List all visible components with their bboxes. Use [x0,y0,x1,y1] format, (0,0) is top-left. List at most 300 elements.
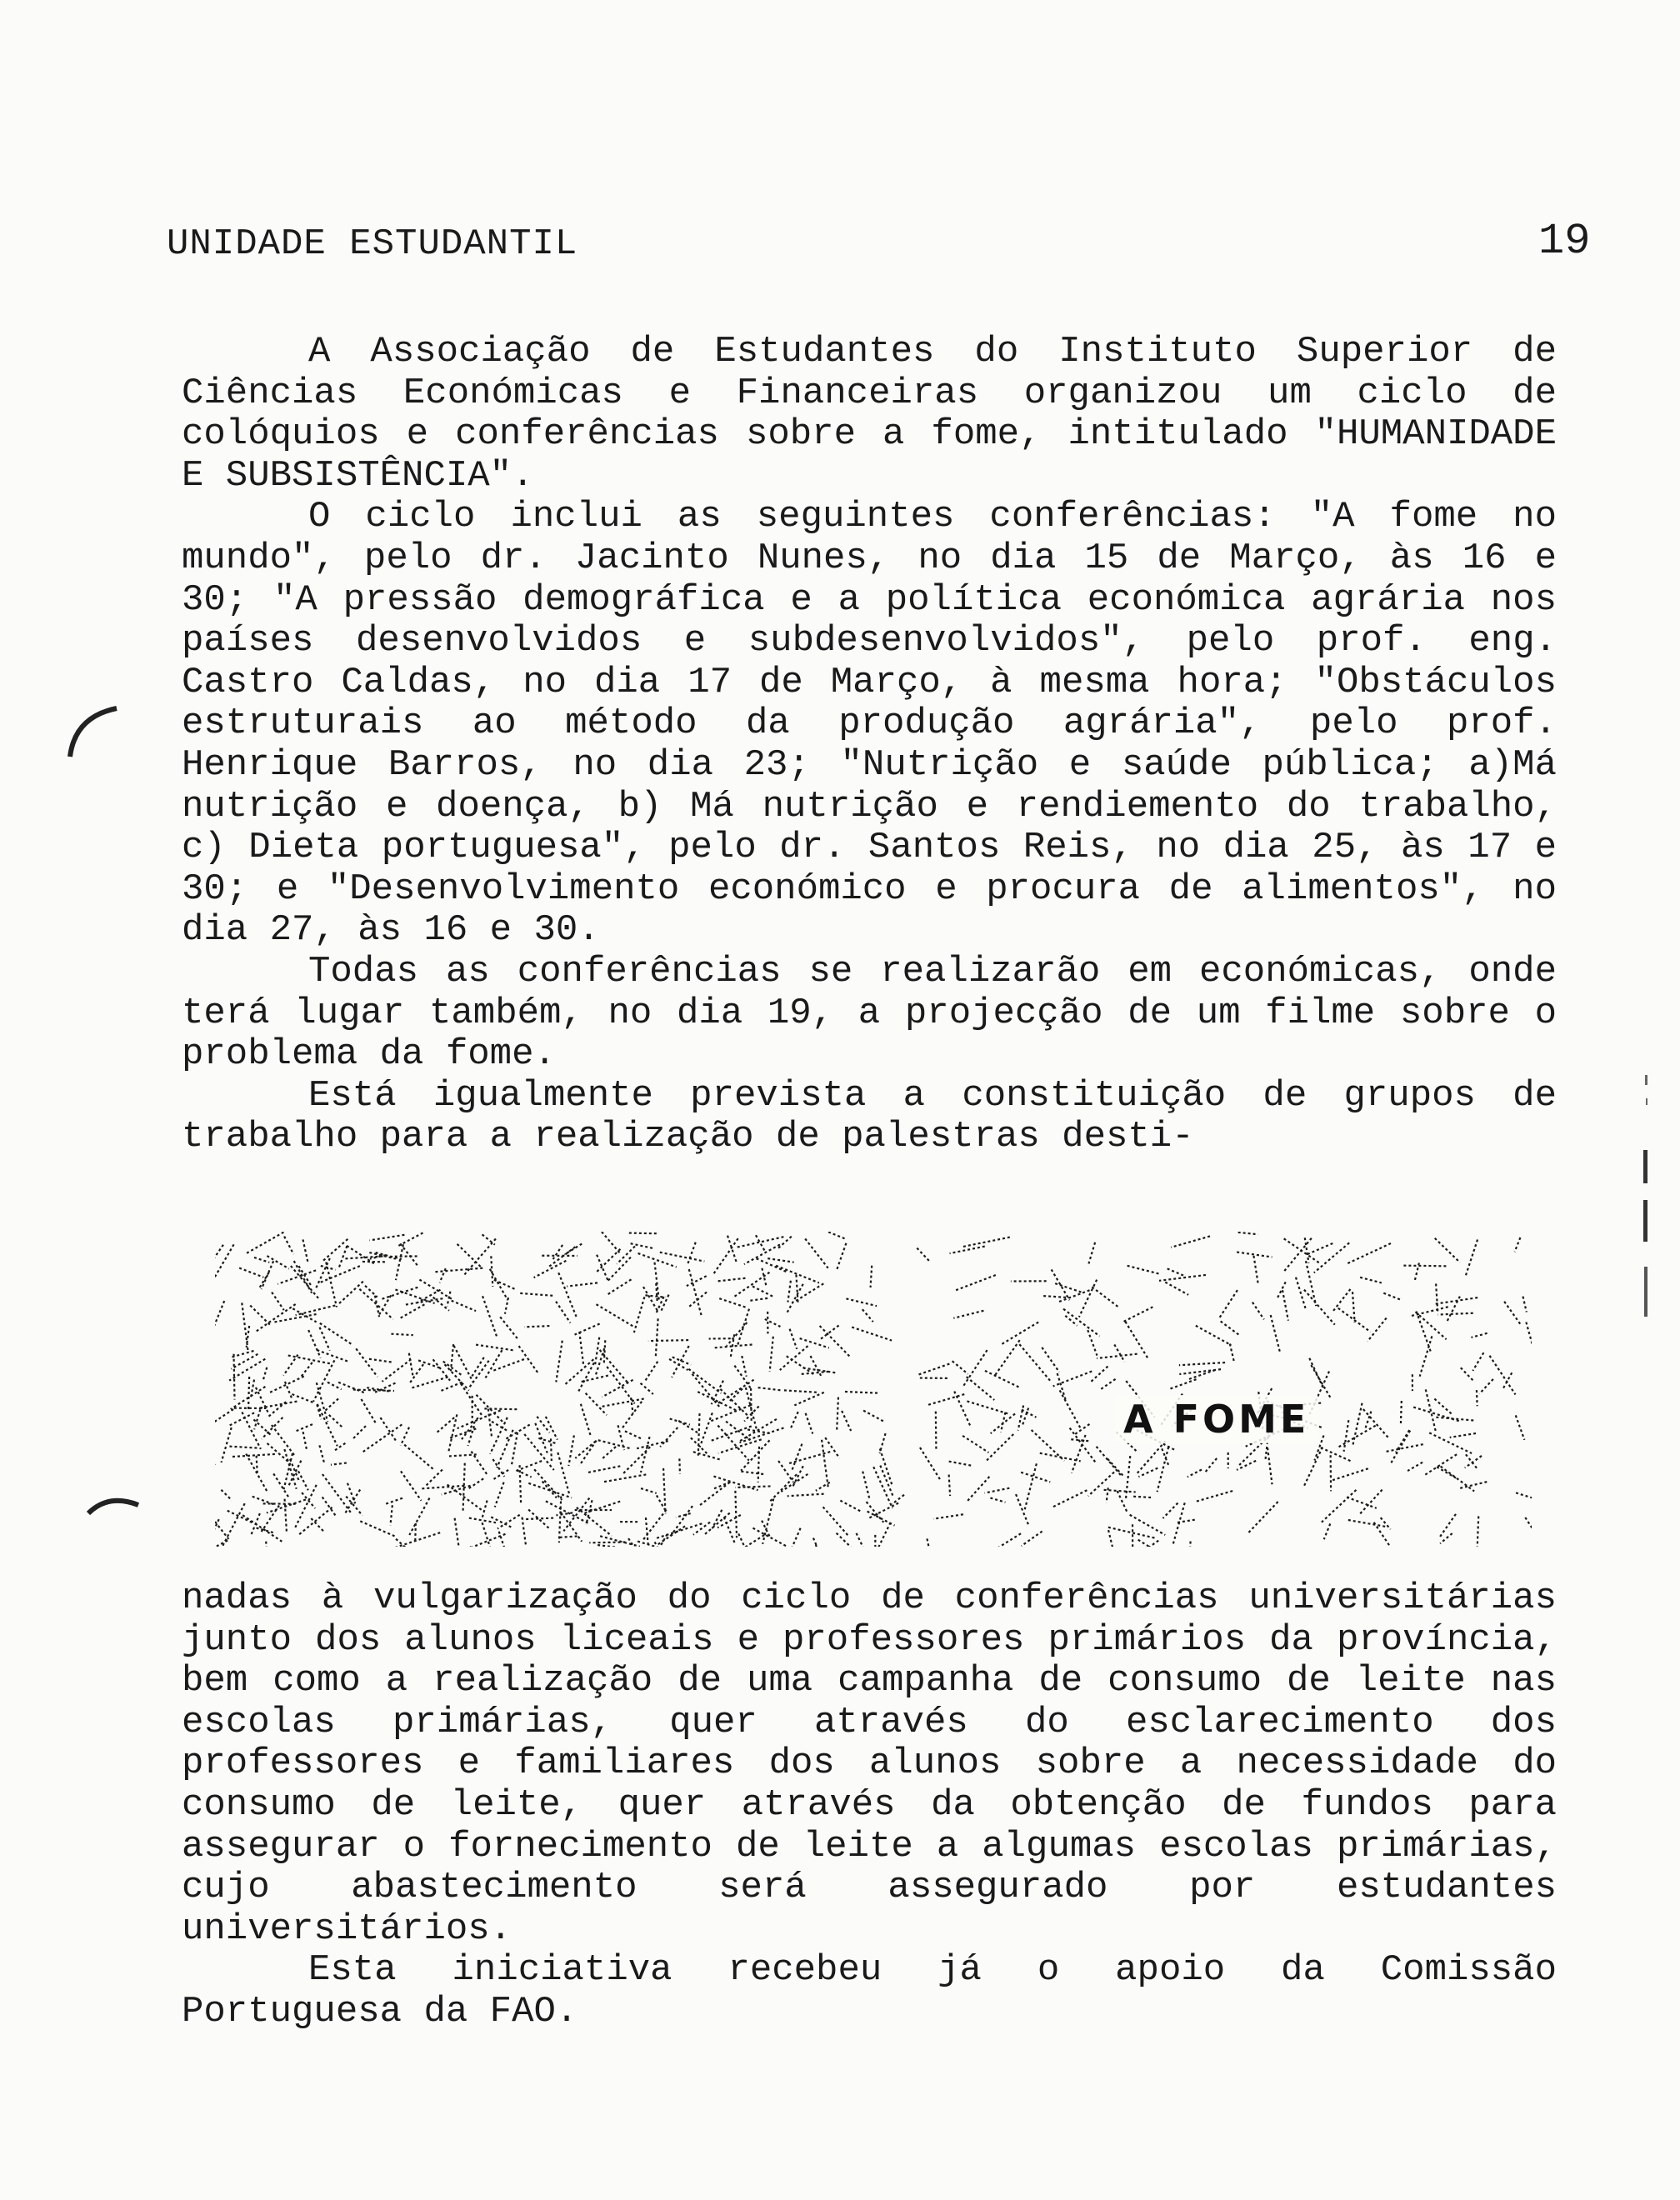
hatch-stroke [784,1390,818,1392]
hatch-stroke [1019,1344,1050,1381]
hatch-stroke [728,1236,737,1263]
hatch-stroke [317,1404,321,1419]
hatch-stroke [512,1432,518,1465]
hatch-stroke [800,1338,829,1348]
hatch-stroke [689,1269,702,1316]
hatch-stroke [990,1498,1005,1502]
hatch-stroke [409,1498,429,1535]
hatch-stroke [846,1298,877,1306]
hatch-stroke [985,1371,1021,1388]
hatch-stroke [1221,1322,1240,1336]
hatch-stroke [788,1494,824,1497]
hatch-stroke [420,1486,465,1489]
hatch-stroke [581,1404,591,1438]
hatch-stroke [222,1428,232,1462]
hatch-stroke [1504,1302,1520,1324]
hatch-stroke [737,1237,784,1248]
hatch-stroke [828,1232,845,1238]
hatch-stroke [823,1507,849,1536]
hatch-stroke [1136,1441,1165,1474]
hatch-stroke [567,1282,598,1286]
margin-scan-mark [1640,1075,1657,1325]
hatch-stroke [727,1322,747,1346]
hatch-stroke [542,1482,557,1498]
hatch-stroke [1434,1298,1478,1304]
hatch-stroke [596,1304,634,1327]
hatch-stroke [1348,1243,1391,1263]
hatch-stroke [556,1302,570,1323]
hatch-stroke [268,1402,286,1417]
hatch-stroke [468,1426,475,1446]
hatch-stroke [524,1434,554,1470]
hatch-stroke [873,1467,892,1508]
hatch-stroke [232,1454,275,1457]
hatch-stroke [575,1441,596,1458]
hatch-stroke [641,1488,657,1493]
hatch-stroke [1071,1439,1091,1441]
paragraph: Esta iniciativa recebeu já o apoio da Comissão Portuguesa da FAO. [182,1949,1579,2032]
hatch-stroke [273,1314,317,1322]
hatch-stroke [1306,1243,1333,1255]
hatch-stroke [564,1244,582,1255]
figure-title: A FOME [1115,1395,1318,1443]
hatch-stroke [486,1350,502,1378]
hatch-stroke [1170,1379,1196,1388]
hatch-stroke [537,1417,549,1432]
hatch-stroke [1206,1458,1217,1472]
hatch-stroke [399,1304,424,1318]
hatch-stroke [300,1362,312,1378]
hatch-stroke [862,1309,873,1322]
hatch-stroke [299,1508,332,1535]
hatch-stroke [586,1500,592,1524]
hatch-stroke [724,1518,735,1542]
hunger-illustration [215,1232,1532,1547]
hatch-stroke [266,1542,268,1547]
hatch-stroke [231,1354,258,1369]
hatch-stroke [995,1340,1020,1376]
hatch-stroke [495,1482,504,1508]
hatch-stroke [679,1458,680,1474]
hatch-stroke [365,1286,378,1298]
hatch-stroke [603,1474,646,1482]
hatch-stroke [837,1243,846,1271]
hatch-stroke [1466,1454,1478,1468]
hatch-stroke [1055,1283,1081,1292]
hatch-stroke [1439,1514,1456,1538]
hatch-stroke [1460,1482,1488,1488]
hatch-stroke [1403,1266,1447,1267]
hatch-stroke [646,1518,648,1546]
hatch-stroke [1450,1433,1476,1438]
hatch-stroke [1363,1409,1388,1438]
hatch-stroke [455,1518,459,1547]
hatch-stroke [1172,1502,1185,1546]
paragraph: O ciclo inclui as seguintes conferências: "A fome no mundo", pelo dr. Jacinto Nunes, no dia 15 de Março, às 16 e 30; "A pressão demográfica e a política económica agrária nos países desenvolvidos e subdesenvolvidos", pelo prof. eng. Castro Caldas, no dia 17 de Março, à mesma hora; "Obstáculos estruturais ao método da produção agrária", pelo prof. Henrique Barros, no dia 23; "Nutrição e saúde pública; a)Má nutrição e doença, b) Má nutrição e rendiemento do trabalho, c) Dieta portuguesa", pelo dr. Santos Reis, no dia 25, às 17 e 30; e "Desenvolvimento económico e procura de alimentos", no dia 27, às 16 e 30. [182,496,1579,952]
margin-scan-mark [58,700,125,767]
hatch-stroke [1088,1242,1095,1264]
hatch-stroke [1447,1297,1460,1322]
hatch-stroke [787,1356,816,1375]
hatch-stroke [250,1306,270,1325]
hatch-stroke [1060,1390,1081,1428]
hatch-stroke [534,1469,562,1500]
hatch-stroke [762,1498,773,1543]
hatch-stroke [1130,1515,1166,1535]
hatch-stroke [1515,1238,1521,1252]
hatch-stroke [717,1380,753,1404]
hatch-stroke [381,1288,418,1299]
hatch-stroke [556,1341,562,1382]
hatch-stroke [1368,1318,1387,1342]
page-number: 19 [1538,217,1591,266]
hatch-stroke [339,1246,347,1267]
hatch-stroke [749,1298,768,1301]
hatch-stroke [718,1426,748,1461]
hatch-stroke [449,1454,477,1456]
hatch-stroke [768,1258,793,1262]
hatch-stroke [313,1360,334,1401]
hatch-stroke [339,1282,363,1303]
hatch-stroke [735,1486,770,1488]
hatch-stroke [1126,1456,1130,1499]
hatch-stroke [579,1332,583,1364]
hatch-stroke [751,1388,752,1422]
hatch-stroke [1522,1297,1526,1312]
hatch-stroke [435,1418,454,1433]
hatch-stroke [568,1435,574,1466]
hatch-stroke [794,1392,823,1406]
hatch-stroke [718,1439,762,1453]
hatch-stroke [322,1239,348,1262]
hatch-stroke [448,1484,482,1510]
hatch-stroke [359,1289,392,1319]
hatch-stroke [303,1432,308,1451]
hatch-stroke [1088,1472,1114,1497]
hatch-stroke [329,1415,343,1428]
hatch-stroke [933,1514,963,1518]
hatch-stroke [819,1325,838,1339]
hatch-stroke [1465,1456,1482,1468]
hatch-stroke [1092,1287,1119,1308]
hatch-stroke [401,1471,421,1500]
hatch-stroke [1021,1472,1050,1482]
hatch-stroke [1436,1418,1476,1421]
hatch-stroke [1471,1333,1487,1338]
hatch-stroke [776,1266,819,1283]
page-header [0,0,1680,283]
hatch-stroke [660,1252,705,1262]
hatch-stroke [1359,1490,1382,1515]
hatch-stroke [742,1356,747,1377]
hatch-stroke [628,1538,648,1547]
hatch-stroke [396,1244,403,1280]
hatch-stroke [928,1394,964,1405]
hatch-stroke [954,1275,996,1291]
hatch-stroke [215,1301,224,1335]
hatch-stroke [400,1243,418,1266]
hatch-stroke [1107,1488,1108,1502]
running-title: UNIDADE ESTUDANTIL [167,223,578,265]
hatch-stroke [732,1272,770,1298]
hatch-stroke [484,1408,518,1409]
hatch-stroke [1477,1390,1478,1406]
hatch-stroke [1065,1316,1077,1326]
hatch-stroke [469,1518,496,1523]
hatch-stroke [333,1443,346,1452]
hatch-stroke [987,1434,1013,1460]
hatch-stroke [482,1501,487,1519]
hatch-stroke [1347,1498,1377,1508]
hatch-stroke [262,1261,274,1289]
hatch-stroke [577,1508,612,1536]
hatch-stroke [1296,1278,1306,1311]
hatch-stroke [298,1471,308,1490]
hatch-stroke [369,1235,404,1241]
hatch-stroke [645,1362,658,1382]
hatch-stroke [1001,1412,1005,1432]
hatch-stroke [598,1545,616,1547]
hatch-stroke [1408,1462,1422,1471]
hatch-stroke [578,1362,594,1391]
hatch-stroke [390,1505,392,1525]
hatch-stroke [221,1490,232,1501]
hatch-stroke [1128,1266,1160,1274]
paragraph: Todas as conferências se realizarão em económicas, onde terá lugar também, no dia 19, a projecção de um filme sobre o problema da fome. [182,950,1579,1076]
hatch-stroke [308,1330,320,1358]
hatch-stroke [1188,1469,1202,1477]
hatch-stroke [1042,1348,1059,1372]
hatch-stroke [1248,1502,1278,1532]
hatch-stroke [1043,1296,1069,1298]
hatch-stroke [842,1411,851,1431]
hatch-stroke [1252,1302,1264,1320]
hatch-stroke [1022,1410,1037,1418]
hatch-stroke [1417,1312,1431,1352]
hatch-stroke [491,1256,492,1287]
hatch-stroke [852,1328,892,1341]
hatch-stroke [320,1328,330,1351]
hatched-pattern-graphic [215,1232,1532,1547]
hatch-stroke [1097,1354,1138,1358]
hatch-stroke [347,1246,375,1264]
hatch-stroke [1089,1367,1108,1383]
hatch-stroke [780,1346,808,1370]
hatch-stroke [967,1377,995,1400]
hatch-stroke [1321,1448,1351,1461]
hatch-stroke [317,1350,349,1362]
hatch-stroke [409,1353,413,1378]
hatch-stroke [506,1425,530,1439]
hatch-stroke [459,1546,471,1547]
hatch-stroke [1189,1542,1190,1547]
hatch-stroke [950,1247,985,1253]
hatch-stroke [1079,1280,1097,1318]
hatch-stroke [260,1272,269,1288]
hatch-stroke [1162,1503,1178,1518]
hatch-stroke [794,1283,823,1302]
hatch-stroke [1230,1344,1234,1362]
hatch-stroke [752,1287,774,1298]
hatch-stroke [1197,1491,1232,1502]
hatch-stroke [687,1276,707,1286]
hatch-stroke [1271,1315,1280,1352]
hatch-stroke [248,1377,249,1410]
margin-scan-mark [83,1483,150,1525]
hatch-stroke [517,1470,532,1477]
hatch-stroke [735,1491,737,1538]
hatch-stroke [1032,1430,1065,1461]
hatch-stroke [660,1428,678,1447]
hatch-stroke [1322,1490,1357,1522]
hatch-stroke [520,1465,522,1502]
hatch-stroke [302,1239,308,1262]
hatch-stroke [488,1409,492,1437]
hatch-stroke [380,1418,395,1440]
hatch-stroke [1352,1292,1355,1322]
hatch-stroke [426,1470,442,1487]
hatch-stroke [602,1447,616,1458]
hatch-stroke [586,1393,607,1415]
hatch-stroke [262,1368,267,1382]
hatch-stroke [435,1268,482,1272]
hatch-stroke [482,1296,497,1336]
hatch-stroke [295,1485,317,1528]
hatch-stroke [1304,1448,1322,1486]
hatch-stroke [356,1348,378,1377]
hatch-stroke [796,1275,798,1302]
hatch-stroke [1016,1494,1028,1524]
hatch-stroke [454,1346,474,1382]
hatch-stroke [967,1401,1009,1414]
hatch-stroke [482,1522,496,1547]
hatch-stroke [1438,1313,1472,1315]
hatch-stroke [837,1398,838,1432]
hatch-stroke [587,1466,620,1472]
hatch-stroke [600,1536,640,1546]
hatch-stroke [1025,1463,1037,1509]
hatch-stroke [558,1452,569,1493]
hatch-stroke [1332,1468,1368,1480]
hatch-stroke [1381,1518,1391,1529]
hatch-stroke [1383,1293,1401,1300]
hatch-stroke [648,1340,688,1341]
hatch-stroke [663,1468,665,1513]
hatch-stroke [1424,1454,1457,1475]
hatch-stroke [1075,1424,1089,1434]
hatch-stroke [441,1382,462,1391]
hatch-stroke [246,1454,268,1493]
hatch-stroke [295,1424,312,1432]
hatch-stroke [936,1412,937,1451]
hatch-stroke [868,1512,895,1526]
hatch-stroke [1165,1282,1188,1295]
hatch-stroke [254,1409,260,1429]
hatch-stroke [551,1438,552,1461]
hatch-stroke [222,1503,244,1546]
paragraph: A Associação de Estudantes do Instituto Superior de Ciências Económicas e Financeiras organizou um ciclo de colóquios e conferências sobre a fome, intitulado "HUMANIDADE E SUBSISTÊNCIA". [182,331,1579,497]
hatch-stroke [318,1404,338,1446]
hatch-stroke [871,1266,872,1288]
hatch-stroke [1465,1240,1478,1278]
hatch-stroke [464,1534,505,1547]
hatch-stroke [369,1359,393,1362]
hatch-stroke [1052,1490,1088,1508]
hatch-stroke [719,1298,748,1308]
hatch-stroke [500,1317,518,1339]
hatch-stroke [242,1515,282,1542]
hatch-stroke [1018,1406,1024,1431]
hatch-stroke [1314,1242,1349,1272]
hatch-stroke [953,1311,983,1318]
hatch-stroke [395,1532,440,1547]
hatch-stroke [1179,1362,1225,1365]
hatch-stroke [472,1358,483,1377]
hatch-stroke [278,1270,316,1284]
hatch-stroke [840,1501,862,1512]
hatch-stroke [917,1248,930,1262]
hatch-stroke [1472,1352,1483,1371]
hatch-stroke [468,1478,483,1489]
hatch-stroke [863,1411,885,1422]
hatch-stroke [395,1289,434,1303]
hatch-stroke [602,1232,621,1254]
hatch-stroke [492,1359,524,1371]
hatch-stroke [857,1533,864,1547]
hatch-stroke [792,1444,802,1471]
hatch-stroke [284,1237,293,1254]
hatch-stroke [404,1445,433,1469]
hatch-stroke [676,1513,691,1518]
hatch-stroke [360,1521,395,1536]
hatch-stroke [790,1412,798,1429]
hatch-stroke [778,1237,792,1248]
hatch-stroke [229,1447,258,1448]
hatch-stroke [1058,1290,1090,1302]
hatch-stroke [595,1338,599,1366]
hatch-stroke [608,1279,632,1294]
hatch-stroke [246,1232,284,1254]
hatch-stroke [700,1412,712,1447]
hatch-stroke [698,1413,700,1456]
hatch-stroke [311,1518,323,1532]
hatch-stroke [1070,1428,1097,1464]
hatch-stroke [1238,1232,1258,1234]
hatch-stroke [597,1255,608,1282]
hatch-stroke [625,1431,642,1438]
hatch-stroke [1526,1322,1532,1361]
hatch-stroke [1360,1278,1382,1283]
hatch-stroke [991,1414,1015,1434]
hatch-stroke [269,1377,303,1393]
hatch-stroke [688,1242,696,1265]
hatch-stroke [757,1258,788,1272]
hatch-stroke [949,1462,972,1466]
hatch-stroke [966,1477,989,1502]
hatch-stroke [1196,1326,1232,1345]
hatch-stroke [1478,1516,1479,1547]
hatch-stroke [535,1423,548,1453]
hatch-stroke [600,1350,628,1383]
hatch-stroke [1171,1236,1210,1247]
hatch-stroke [558,1536,577,1537]
hatch-stroke [1348,1520,1388,1527]
hatch-stroke [641,1383,653,1394]
hatch-stroke [1218,1290,1237,1319]
hatch-stroke [862,1472,870,1501]
hatch-stroke [575,1323,600,1334]
hatch-stroke [670,1419,690,1425]
